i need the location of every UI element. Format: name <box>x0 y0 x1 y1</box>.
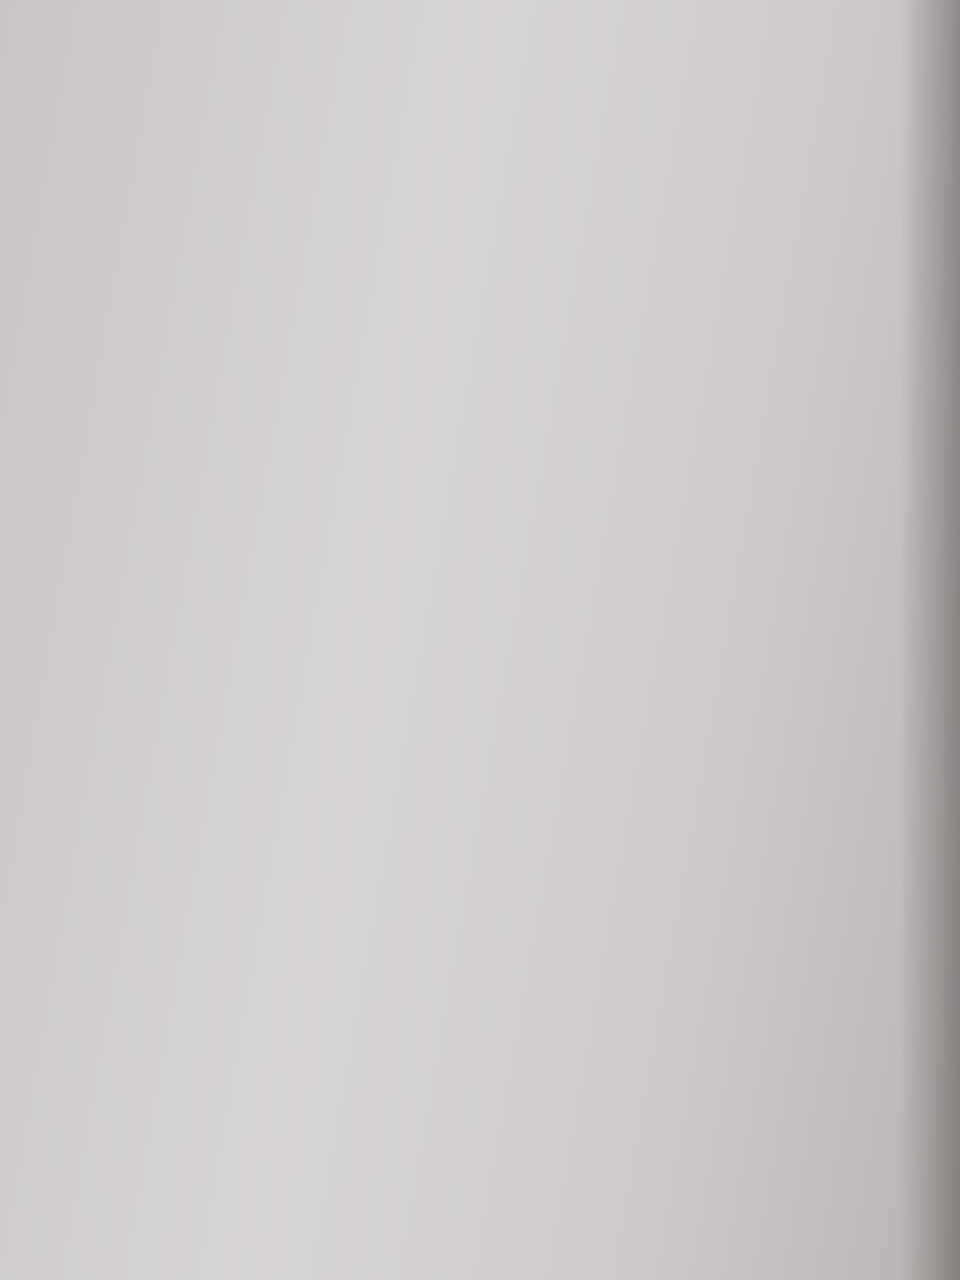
page-curl-shadow <box>900 0 960 1280</box>
